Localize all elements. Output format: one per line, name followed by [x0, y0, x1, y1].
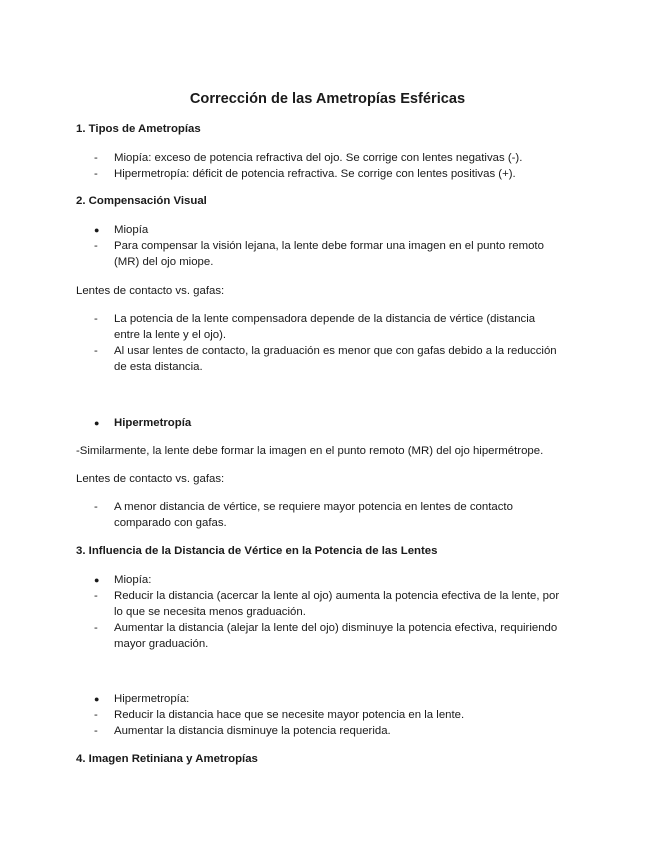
dash-marker: - [94, 622, 98, 634]
document-title: Corrección de las Ametropías Esféricas [189, 91, 466, 107]
section-4-heading: 4. Imagen Retiniana y Ametropías [76, 753, 258, 765]
list-item-text: entre la lente y el ojo). [114, 329, 227, 341]
dash-marker: - [94, 501, 98, 513]
list-item-text: Para compensar la visión lejana, la lente debe formar una imagen en el punto remoto [114, 240, 544, 252]
bullet-marker: ● [94, 418, 100, 428]
list-item-text: Hipermetropía: déficit de potencia refractiva. Se corrige con lentes positivas (+). [114, 168, 516, 180]
dash-marker: - [94, 709, 98, 721]
bullet-marker: ● [94, 575, 100, 585]
dash-marker: - [94, 152, 98, 164]
list-item-text: Aumentar la distancia disminuye la potencia requerida. [114, 725, 391, 737]
dash-marker: - [94, 345, 98, 357]
paragraph: Lentes de contacto vs. gafas: [76, 473, 225, 485]
section-2-heading: 2. Compensación Visual [76, 195, 207, 207]
dash-marker: - [94, 590, 98, 602]
list-item-text: Miopía [114, 224, 149, 236]
list-item-text: mayor graduación. [114, 638, 209, 650]
bullet-marker: ● [94, 694, 100, 704]
list-item-text: Reducir la distancia hace que se necesite mayor potencia en la lente. [114, 709, 465, 721]
dash-marker: - [94, 240, 98, 252]
paragraph: Lentes de contacto vs. gafas: [76, 285, 225, 297]
dash-marker: - [94, 313, 98, 325]
list-item-text: de esta distancia. [114, 361, 203, 373]
paragraph: -Similarmente, la lente debe formar la imagen en el punto remoto (MR) del ojo hipermétrope. [76, 445, 544, 457]
list-item-text: Aumentar la distancia (alejar la lente del ojo) disminuye la potencia efectiva, requiriendo [114, 622, 558, 634]
list-item-text: (MR) del ojo miope. [114, 256, 214, 268]
list-item-text: Reducir la distancia (acercar la lente al ojo) aumenta la potencia efectiva de la lente, por [114, 590, 560, 602]
list-item-text: Miopía: [114, 574, 152, 586]
list-item-text: comparado con gafas. [114, 517, 227, 529]
dash-marker: - [94, 725, 98, 737]
dash-marker: - [94, 168, 98, 180]
list-item-text: Al usar lentes de contacto, la graduación es menor que con gafas debido a la reducción [114, 345, 557, 357]
list-item-text: A menor distancia de vértice, se requiere mayor potencia en lentes de contacto [114, 501, 513, 513]
bullet-marker: ● [94, 225, 100, 235]
list-item-text: lo que se necesita menos graduación. [114, 606, 306, 618]
section-1-heading: 1. Tipos de Ametropías [76, 123, 201, 135]
list-item-text: Miopía: exceso de potencia refractiva del ojo. Se corrige con lentes negativas (-). [114, 152, 523, 164]
section-3-heading: 3. Influencia de la Distancia de Vértice en la Potencia de las Lentes [76, 545, 438, 557]
list-item-text: Hipermetropía: [114, 693, 190, 705]
list-item-text: La potencia de la lente compensadora depende de la distancia de vértice (distancia [114, 313, 536, 325]
list-item-text: Hipermetropía [114, 417, 192, 429]
